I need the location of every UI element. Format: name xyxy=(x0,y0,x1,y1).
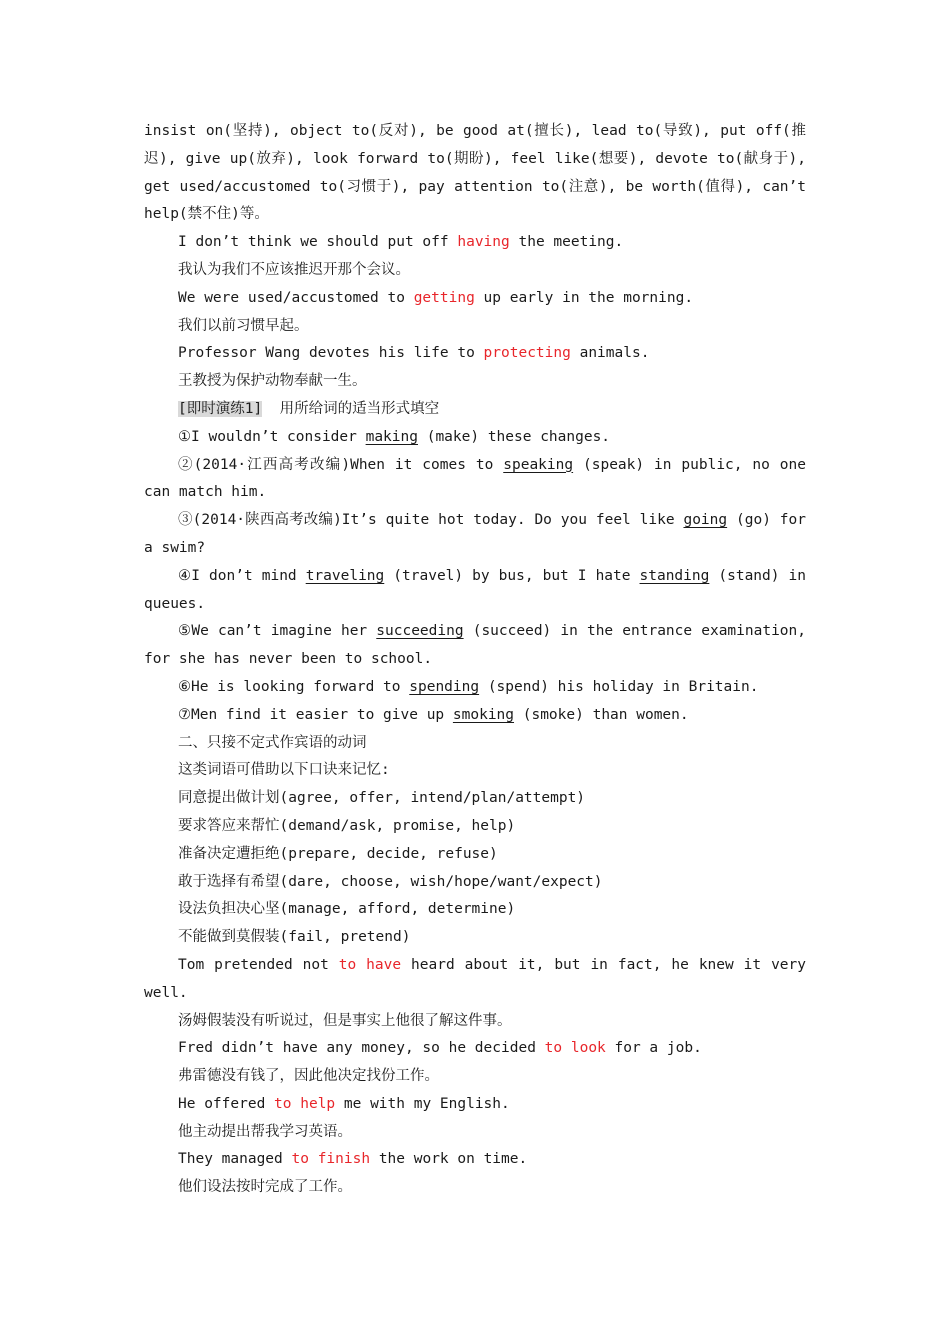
mnemonic-intro: 这类词语可借助以下口诀来记忆: xyxy=(178,762,390,779)
highlighted-word: to xyxy=(274,1095,292,1112)
exercise-item: ①I wouldn’t consider making (make) these changes. xyxy=(178,428,611,445)
exercise-item: ⑦Men find it easier to give up smoking (smoke) than women. xyxy=(178,706,689,723)
example-translation: 我们以前习惯早起。 xyxy=(178,317,309,334)
answer-blank: standing xyxy=(639,567,710,584)
example-sentence: Tom pretended not to have heard about it, but in fact, he knew it very well. xyxy=(144,956,806,1001)
example-translation: 他们设法按时完成了工作。 xyxy=(178,1179,352,1196)
mnemonic-line: 准备决定遭拒绝(prepare, decide, refuse) xyxy=(178,845,498,862)
highlighted-word: protecting xyxy=(483,345,571,362)
highlighted-word: finish xyxy=(317,1151,371,1168)
mnemonic-line: 设法负担决心坚(manage, afford, determine) xyxy=(178,901,516,918)
mnemonic-line: 同意提出做计划(agree, offer, intend/plan/attempt) xyxy=(178,790,586,807)
highlighted-word: help xyxy=(300,1095,336,1112)
highlighted-word: look xyxy=(570,1040,606,1057)
intro-paragraph: insist on(坚持), object to(反对), be good at(擅长), lead to(导致), put off(推迟), give up(放弃), look forward to(期盼), feel like(想要), devote to(献身于), get used/accustomed to(习惯于), pay attention to(注意), be worth(值得), can’t help(禁不住)等。 xyxy=(144,123,806,223)
example-translation: 他主动提出帮我学习英语。 xyxy=(178,1123,352,1140)
answer-blank: traveling xyxy=(305,567,385,584)
document-body xyxy=(144,118,806,1202)
highlighted-word: to xyxy=(291,1151,309,1168)
exercise-item: ⑤We can’t imagine her succeeding (succeed) in the entrance examination, for she has never been to school. xyxy=(144,623,806,668)
answer-blank: making xyxy=(365,428,418,445)
answer-blank: spending xyxy=(409,678,480,695)
example-sentence: Fred didn’t have any money, so he decided to look for a job. xyxy=(178,1040,702,1057)
highlighted-word: to xyxy=(338,956,357,973)
highlighted-word: getting xyxy=(413,289,475,306)
example-sentence: He offered to help me with my English. xyxy=(178,1095,510,1112)
mnemonic-line: 要求答应来帮忙(demand/ask, promise, help) xyxy=(178,817,516,834)
highlighted-word: have xyxy=(366,956,402,973)
exercise-tag: [即时演练1] xyxy=(178,400,263,417)
exercise-item: ⑥He is looking forward to spending (spend) his holiday in Britain. xyxy=(178,678,759,695)
exercise-item: ④I don’t mind traveling (travel) by bus, but I hate standing (stand) in queues. xyxy=(144,567,806,612)
answer-blank: speaking xyxy=(503,456,574,473)
example-translation: 王教授为保护动物奉献一生。 xyxy=(178,373,367,390)
highlighted-word: to xyxy=(544,1040,563,1057)
exercise-header xyxy=(144,396,806,424)
example-translation: 汤姆假装没有听说过，但是事实上他很了解这件事。 xyxy=(178,1012,512,1029)
mnemonic-line: 不能做到莫假装(fail, pretend) xyxy=(178,929,411,946)
example-sentence: They managed to finish the work on time. xyxy=(178,1151,528,1168)
example-sentence: We were used/accustomed to getting up early in the morning. xyxy=(178,289,694,306)
answer-blank: succeeding xyxy=(376,623,464,640)
exercise-item: ②(2014·江西高考改编)When it comes to speaking (speak) in public, no one can match him. xyxy=(144,456,806,501)
exercise-item: ③(2014·陕西高考改编)It’s quite hot today. Do you feel like going (go) for a swim? xyxy=(144,512,806,556)
answer-blank: smoking xyxy=(452,706,515,723)
example-sentence: Professor Wang devotes his life to protecting animals. xyxy=(178,345,650,362)
example-translation: 弗雷德没有钱了，因此他决定找份工作。 xyxy=(178,1068,439,1085)
answer-blank: going xyxy=(683,512,728,529)
exercise-instruction: 用所给词的适当形式填空 xyxy=(279,400,440,417)
example-translation: 我认为我们不应该推迟开那个会议。 xyxy=(178,261,410,278)
section-heading: 二、只接不定式作宾语的动词 xyxy=(178,734,367,751)
mnemonic-line: 敢于选择有希望(dare, choose, wish/hope/want/expect) xyxy=(178,873,603,890)
example-sentence: I don’t think we should put off having the meeting. xyxy=(178,234,624,251)
highlighted-word: having xyxy=(457,234,510,251)
